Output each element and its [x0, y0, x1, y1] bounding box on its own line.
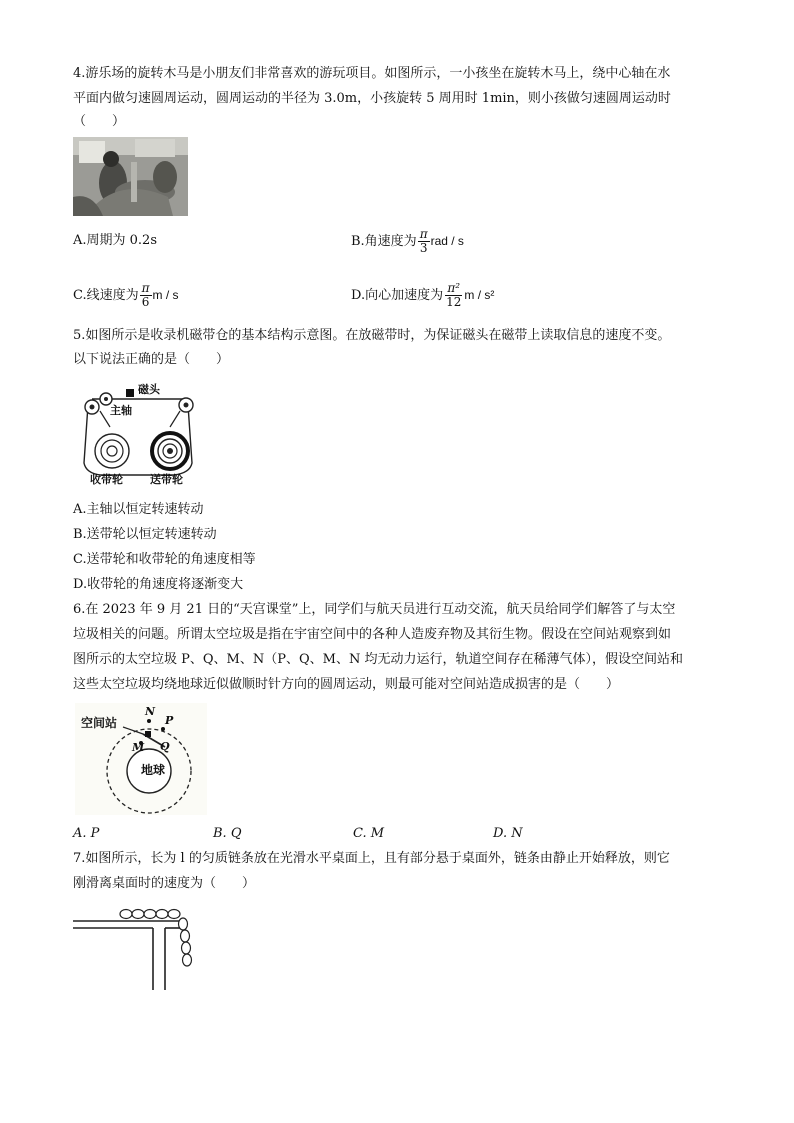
q6-stem-line3: 图所示的太空垃圾 P、Q、M、N（P、Q、M、N 均无动力运行，轨道空间存在稀薄气体），假设空间站和 [73, 652, 683, 667]
tape-deck-diagram [80, 383, 198, 490]
q4-option-c [73, 282, 179, 309]
label-q: Q [160, 740, 170, 753]
label-earth: 地球 [141, 763, 166, 777]
q5-option-a: A.主轴以恒定转速转动 [73, 502, 204, 517]
q6-option-a: A. P [73, 826, 100, 841]
q6-stem-line4: 这些太空垃圾均绕地球近似做顺时针方向的圆周运动，则最可能对空间站造成损害的是（ ） [73, 677, 620, 692]
label-m: M [132, 741, 145, 754]
q6-stem-line1: 6.在 2023 年 9 月 21 日的“天宫课堂”上，同学们与航天员进行互动交流，航天员给同学们解答了与太空 [73, 602, 676, 617]
q6-option-d: D. N [493, 826, 523, 841]
label-supply-reel: 送带轮 [150, 473, 183, 486]
q4-option-b-fraction [418, 228, 430, 255]
fraction-denominator: 6 [141, 295, 150, 309]
orbit-diagram [75, 703, 207, 815]
q4-option-b-label: B.角速度为 [351, 234, 417, 249]
fraction-denominator: 3 [419, 241, 428, 255]
fraction-numerator: π [141, 281, 150, 295]
fraction-numerator: π² [447, 281, 461, 295]
chain-on-table-diagram [73, 904, 201, 992]
q6-stem-line2: 垃圾相关的问题。所谓太空垃圾是指在宇宙空间中的各种人造废弃物及其衍生物。假设在空间站观察到如 [73, 627, 672, 642]
q4-option-c-label: C.线速度为 [73, 288, 139, 303]
q4-option-b [351, 228, 464, 255]
q7-stem-line2: 刚滑离桌面时的速度为（ ） [73, 876, 256, 891]
q4-stem-line3: （ ） [73, 114, 126, 129]
q7-stem-line1: 7.如图所示，长为 l 的匀质链条放在光滑水平桌面上，且有部分悬于桌面外，链条由静止开始释放，则它 [73, 851, 670, 866]
q4-option-a: A.周期为 0.2s [73, 233, 157, 248]
q4-option-d [351, 282, 494, 309]
label-magnetic-head: 磁头 [138, 383, 160, 396]
q5-option-b: B.送带轮以恒定转速转动 [73, 527, 217, 542]
q4-stem-line1: 4.游乐场的旋转木马是小朋友们非常喜欢的游玩项目。如图所示，一小孩坐在旋转木马上，绕中心轴在水 [73, 66, 671, 81]
q5-option-d: D.收带轮的角速度将逐渐变大 [73, 577, 244, 592]
q4-option-d-unit: m / s² [464, 288, 495, 302]
q4-stem-line2: 平面内做匀速圆周运动，圆周运动的半径为 3.0m，小孩旋转 5 周用时 1min，则小孩做匀速圆周运动时 [73, 91, 671, 106]
q4-option-d-label: D.向心加速度为 [351, 288, 444, 303]
q5-stem-line2: 以下说法正确的是（ ） [73, 352, 230, 367]
fraction-numerator: π [419, 227, 428, 241]
label-main-axis: 主轴 [110, 404, 132, 417]
q5-option-c: C.送带轮和收带轮的角速度相等 [73, 552, 256, 567]
q6-option-b: B. Q [213, 826, 242, 841]
label-space-station: 空间站 [81, 716, 118, 730]
label-take-up-reel: 收带轮 [90, 473, 123, 486]
q4-option-d-fraction [444, 282, 463, 309]
q4-option-b-unit: rad / s [430, 234, 464, 248]
q4-option-c-fraction [140, 282, 152, 309]
carousel-photo [73, 137, 188, 216]
label-n: N [145, 705, 156, 718]
q5-stem-line1: 5.如图所示是收录机磁带仓的基本结构示意图。在放磁带时，为保证磁头在磁带上读取信息的速度不变。 [73, 328, 671, 343]
fraction-denominator: 12 [446, 295, 462, 309]
label-p: P [165, 714, 174, 727]
q6-option-c: C. M [353, 826, 385, 841]
q4-option-c-unit: m / s [152, 288, 179, 302]
